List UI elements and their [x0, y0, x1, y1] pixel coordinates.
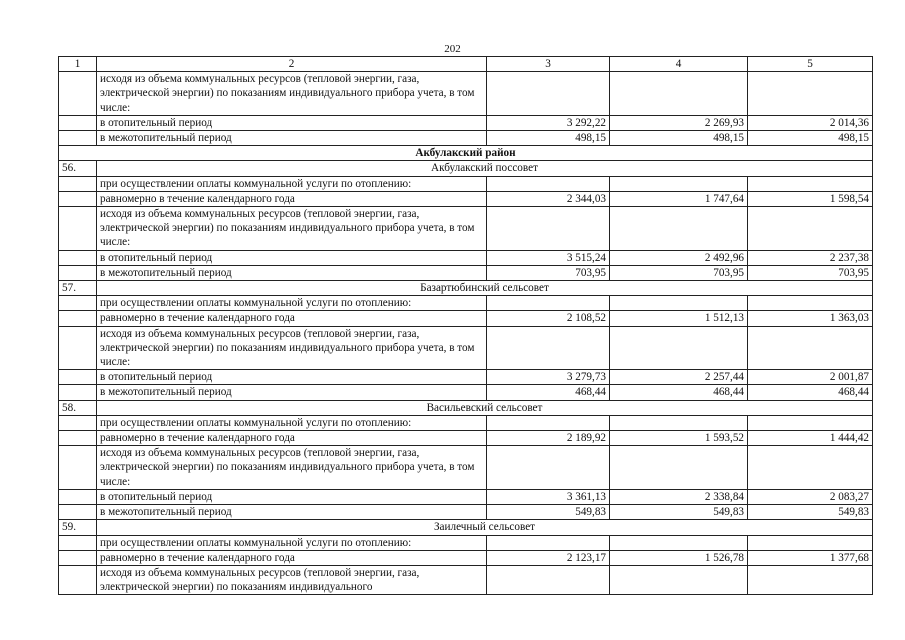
- row-description: исходя из объема коммунальных ресурсов (тепловой энергии, газа, электрической энергии) по показаниям индивидуального: [97, 565, 487, 594]
- value-cell-4: 1 747,64: [610, 191, 748, 206]
- value-cell-5: 2 083,27: [748, 489, 873, 504]
- section-title: Базартюбинский сельсовет: [97, 281, 873, 296]
- row-label: равномерно в течение календарного года: [97, 550, 487, 565]
- value-cell-4: [610, 326, 748, 370]
- value-cell-3: 3 279,73: [487, 370, 610, 385]
- header-col-2: 2: [97, 57, 487, 72]
- section-title: Заилечный сельсовет: [97, 520, 873, 535]
- value-cell-4: [610, 565, 748, 594]
- section-number: 56.: [59, 161, 97, 176]
- table-row: [59, 326, 873, 370]
- table-row: [59, 250, 873, 265]
- value-cell-5: 549,83: [748, 505, 873, 520]
- row-number-cell: [59, 431, 97, 446]
- value-cell-5: 498,15: [748, 131, 873, 146]
- header-col-3: 3: [487, 57, 610, 72]
- value-cell-5: [748, 446, 873, 490]
- value-cell-3: [487, 72, 610, 116]
- value-cell-5: 1 598,54: [748, 191, 873, 206]
- row-label: в межотопительный период: [97, 505, 487, 520]
- table-row: [59, 431, 873, 446]
- row-label: в отопительный период: [97, 370, 487, 385]
- row-description: при осуществлении оплаты коммунальной услуги по отоплению:: [97, 176, 487, 191]
- table-row: [59, 565, 873, 594]
- table-row: [59, 489, 873, 504]
- row-number-cell: [59, 191, 97, 206]
- header-row: [59, 57, 873, 72]
- value-cell-4: 1 593,52: [610, 431, 748, 446]
- value-cell-3: [487, 446, 610, 490]
- value-cell-4: 703,95: [610, 265, 748, 280]
- header-col-4: 4: [610, 57, 748, 72]
- value-cell-3: [487, 207, 610, 251]
- row-number-cell: [59, 72, 97, 116]
- table-row: [59, 191, 873, 206]
- row-number-cell: [59, 311, 97, 326]
- table-row: [59, 535, 873, 550]
- value-cell-5: [748, 535, 873, 550]
- row-label: равномерно в течение календарного года: [97, 191, 487, 206]
- section-row: [59, 161, 873, 176]
- value-cell-3: 3 515,24: [487, 250, 610, 265]
- value-cell-4: [610, 535, 748, 550]
- value-cell-4: 2 492,96: [610, 250, 748, 265]
- row-description: исходя из объема коммунальных ресурсов (тепловой энергии, газа, электрической энергии) по показаниям индивидуального прибора учета, в том числе:: [97, 326, 487, 370]
- row-number-cell: [59, 415, 97, 430]
- row-number-cell: [59, 207, 97, 251]
- value-cell-3: 2 344,03: [487, 191, 610, 206]
- table-row: [59, 131, 873, 146]
- value-cell-4: [610, 296, 748, 311]
- value-cell-3: 468,44: [487, 385, 610, 400]
- row-number-cell: [59, 250, 97, 265]
- table-row: [59, 505, 873, 520]
- table-row: [59, 207, 873, 251]
- table-row: [59, 72, 873, 116]
- row-description: при осуществлении оплаты коммунальной услуги по отоплению:: [97, 535, 487, 550]
- value-cell-3: [487, 535, 610, 550]
- row-description: исходя из объема коммунальных ресурсов (тепловой энергии, газа, электрической энергии) по показаниям индивидуального прибора учета, в том числе:: [97, 207, 487, 251]
- value-cell-4: [610, 176, 748, 191]
- row-number-cell: [59, 385, 97, 400]
- value-cell-4: 2 257,44: [610, 370, 748, 385]
- table-row: [59, 446, 873, 490]
- section-row: [59, 400, 873, 415]
- value-cell-4: 2 338,84: [610, 489, 748, 504]
- section-title: Акбулакский поссовет: [97, 161, 873, 176]
- value-cell-3: [487, 326, 610, 370]
- value-cell-5: 703,95: [748, 265, 873, 280]
- region-title: Акбулакский район: [59, 146, 873, 161]
- row-description: при осуществлении оплаты коммунальной услуги по отоплению:: [97, 415, 487, 430]
- value-cell-4: [610, 415, 748, 430]
- table-row: [59, 415, 873, 430]
- value-cell-5: 2 237,38: [748, 250, 873, 265]
- value-cell-4: [610, 207, 748, 251]
- table-body: [59, 57, 873, 595]
- row-number-cell: [59, 296, 97, 311]
- value-cell-3: 3 292,22: [487, 115, 610, 130]
- row-label: в отопительный период: [97, 250, 487, 265]
- header-col-5: 5: [748, 57, 873, 72]
- value-cell-3: 3 361,13: [487, 489, 610, 504]
- row-number-cell: [59, 326, 97, 370]
- value-cell-3: [487, 415, 610, 430]
- table-row: [59, 550, 873, 565]
- row-label: в отопительный период: [97, 115, 487, 130]
- row-label: в межотопительный период: [97, 385, 487, 400]
- value-cell-3: 498,15: [487, 131, 610, 146]
- value-cell-4: 498,15: [610, 131, 748, 146]
- section-row: [59, 520, 873, 535]
- row-description: при осуществлении оплаты коммунальной услуги по отоплению:: [97, 296, 487, 311]
- section-number: 59.: [59, 520, 97, 535]
- value-cell-3: 2 108,52: [487, 311, 610, 326]
- table-row: [59, 296, 873, 311]
- section-number: 58.: [59, 400, 97, 415]
- page-number: 202: [444, 43, 461, 55]
- section-title: Васильевский сельсовет: [97, 400, 873, 415]
- value-cell-3: 549,83: [487, 505, 610, 520]
- row-number-cell: [59, 370, 97, 385]
- row-number-cell: [59, 489, 97, 504]
- value-cell-3: 2 189,92: [487, 431, 610, 446]
- section-number: 57.: [59, 281, 97, 296]
- row-label: в отопительный период: [97, 489, 487, 504]
- value-cell-5: [748, 565, 873, 594]
- value-cell-4: [610, 72, 748, 116]
- value-cell-5: 468,44: [748, 385, 873, 400]
- value-cell-5: [748, 326, 873, 370]
- value-cell-5: [748, 176, 873, 191]
- value-cell-3: [487, 296, 610, 311]
- tariff-table: [58, 56, 873, 595]
- row-label: равномерно в течение календарного года: [97, 311, 487, 326]
- value-cell-5: 1 444,42: [748, 431, 873, 446]
- header-col-1: 1: [59, 57, 97, 72]
- value-cell-4: 1 512,13: [610, 311, 748, 326]
- value-cell-5: 2 014,36: [748, 115, 873, 130]
- value-cell-4: 2 269,93: [610, 115, 748, 130]
- table-row: [59, 265, 873, 280]
- row-number-cell: [59, 550, 97, 565]
- row-number-cell: [59, 446, 97, 490]
- table-row: [59, 385, 873, 400]
- row-label: в межотопительный период: [97, 131, 487, 146]
- row-number-cell: [59, 535, 97, 550]
- row-description: исходя из объема коммунальных ресурсов (тепловой энергии, газа, электрической энергии) по показаниям индивидуального прибора учета, в том числе:: [97, 446, 487, 490]
- region-row: [59, 146, 873, 161]
- row-label: в межотопительный период: [97, 265, 487, 280]
- value-cell-5: 1 377,68: [748, 550, 873, 565]
- value-cell-5: [748, 207, 873, 251]
- value-cell-5: 1 363,03: [748, 311, 873, 326]
- row-number-cell: [59, 265, 97, 280]
- value-cell-4: 1 526,78: [610, 550, 748, 565]
- value-cell-3: 2 123,17: [487, 550, 610, 565]
- value-cell-3: 703,95: [487, 265, 610, 280]
- table-row: [59, 115, 873, 130]
- row-number-cell: [59, 131, 97, 146]
- row-number-cell: [59, 505, 97, 520]
- row-number-cell: [59, 115, 97, 130]
- row-description: исходя из объема коммунальных ресурсов (тепловой энергии, газа, электрической энергии) по показаниям индивидуального прибора учета, в том числе:: [97, 72, 487, 116]
- section-row: [59, 281, 873, 296]
- value-cell-5: [748, 415, 873, 430]
- row-number-cell: [59, 176, 97, 191]
- value-cell-4: [610, 446, 748, 490]
- value-cell-5: 2 001,87: [748, 370, 873, 385]
- value-cell-5: [748, 72, 873, 116]
- table-row: [59, 176, 873, 191]
- row-number-cell: [59, 565, 97, 594]
- value-cell-4: 549,83: [610, 505, 748, 520]
- value-cell-5: [748, 296, 873, 311]
- row-label: равномерно в течение календарного года: [97, 431, 487, 446]
- value-cell-3: [487, 176, 610, 191]
- value-cell-3: [487, 565, 610, 594]
- table-row: [59, 370, 873, 385]
- table-row: [59, 311, 873, 326]
- value-cell-4: 468,44: [610, 385, 748, 400]
